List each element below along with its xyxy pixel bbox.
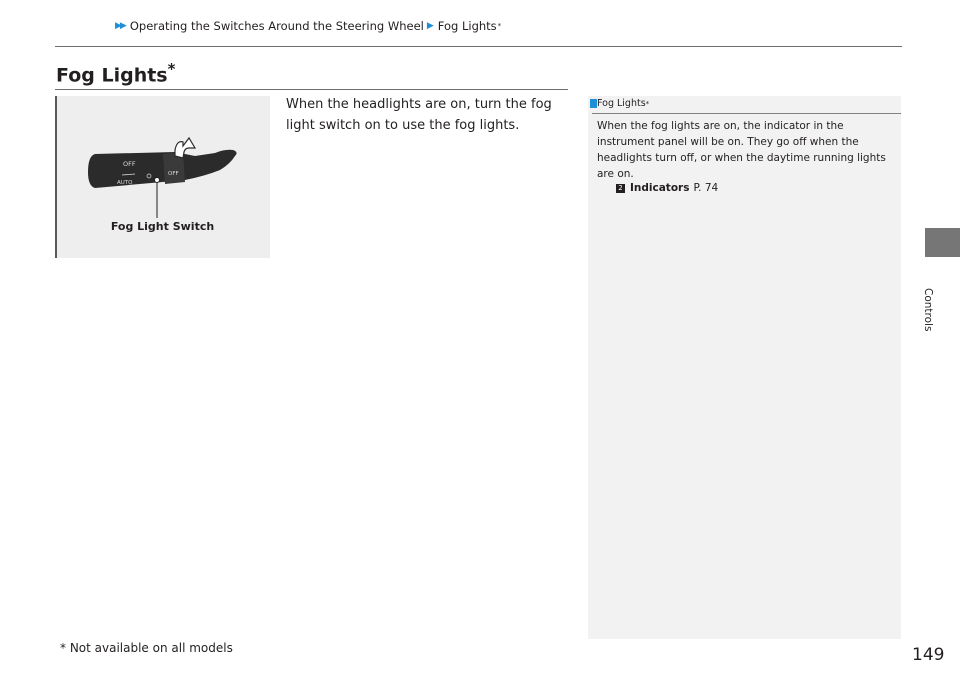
breadcrumb-section[interactable]: Operating the Switches Around the Steering Wheel <box>129 19 424 33</box>
fog-light-switch-figure <box>55 96 270 258</box>
indicators-reference[interactable] <box>616 182 718 194</box>
note-text: When the fog lights are on, the indicator in the instrument panel will be on. They go off when the headlights turn off, or when the daytime running lights are on. <box>597 120 886 180</box>
body-text: When the headlights are on, turn the fog light switch on to use the fog lights. <box>286 97 552 133</box>
page-number: 149 <box>912 645 945 665</box>
reference-page[interactable]: P. 74 <box>693 182 719 194</box>
title-rule <box>55 89 568 90</box>
stalk-label-off-ring: OFF <box>168 171 179 177</box>
stalk-label-off-top: OFF <box>123 160 136 168</box>
stalk-label-auto: AUTO <box>117 180 133 186</box>
note-marker-icon <box>590 99 597 108</box>
breadcrumb-topic[interactable]: Fog Lights <box>437 19 497 33</box>
footnote: * Not available on all models <box>60 641 233 655</box>
breadcrumb-star: * <box>497 22 502 30</box>
reference-arrow-icon: 2 <box>616 184 625 193</box>
note-sidebar <box>588 96 901 639</box>
chapter-tab[interactable] <box>925 228 960 257</box>
page-title <box>56 60 175 86</box>
stalk-illustration <box>55 96 270 258</box>
note-header-star: * <box>645 99 650 108</box>
stalk-body <box>88 150 237 188</box>
double-arrow-icon: ▶▶ <box>115 21 125 31</box>
page-title-text: Fog Lights <box>56 64 168 87</box>
page-title-star: * <box>167 60 176 78</box>
callout-dot <box>155 178 160 183</box>
reference-label[interactable]: Indicators <box>630 182 690 194</box>
header-rule <box>55 46 902 47</box>
note-rule <box>592 113 901 114</box>
chapter-tab-label: Controls <box>922 288 934 332</box>
arrow-icon: ▶ <box>426 21 434 31</box>
note-header-title: Fog Lights <box>597 98 646 109</box>
breadcrumb <box>115 19 501 33</box>
note-header <box>590 98 649 109</box>
figure-caption: Fog Light Switch <box>110 220 215 233</box>
